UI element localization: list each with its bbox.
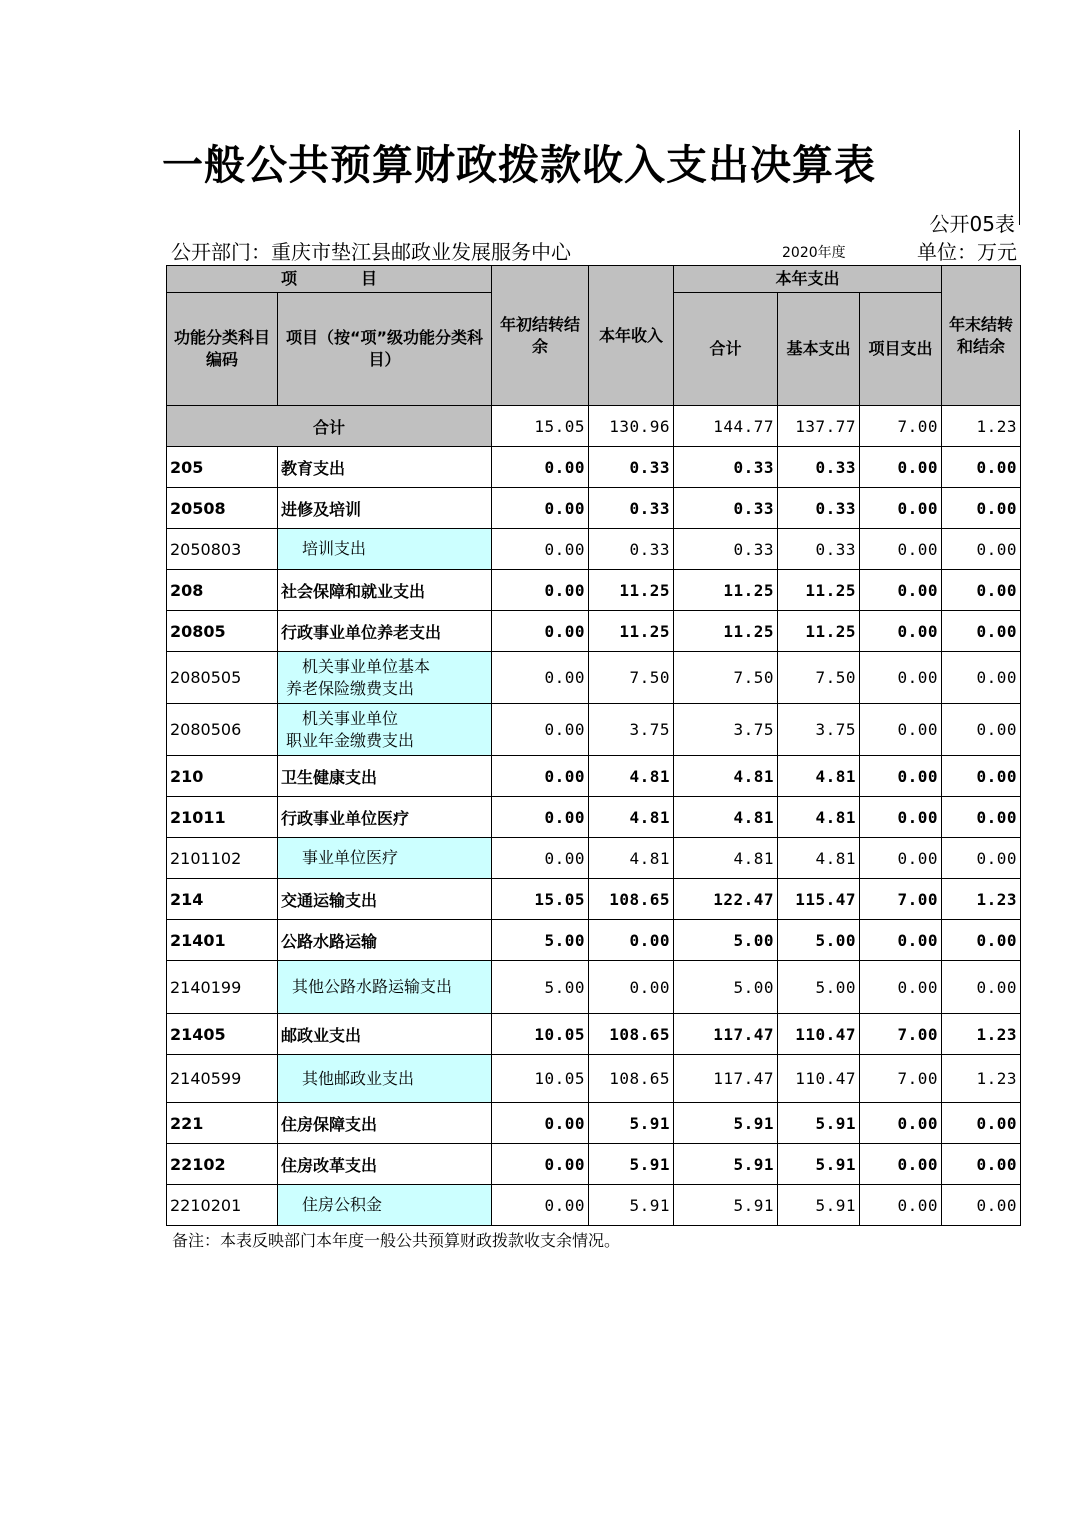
table-row: [167, 1144, 1021, 1185]
cell-value: 0.00: [942, 652, 1021, 704]
cell-value: 0.00: [942, 1185, 1021, 1226]
footnote: 备注：本表反映部门本年度一般公共预算财政拨款收支余情况。: [172, 1231, 621, 1250]
cell-value: 0.00: [860, 611, 942, 652]
cell-value: 5.00: [674, 961, 778, 1014]
table-row: [167, 611, 1021, 652]
cell-value: 0.00: [492, 1144, 589, 1185]
row-code: 208: [167, 570, 278, 611]
row-code: 2101102: [167, 838, 278, 879]
cell-value: 117.47: [674, 1014, 778, 1055]
total-expense: 144.77: [674, 406, 778, 447]
total-begin-balance: 15.05: [492, 406, 589, 447]
cell-value: 0.00: [860, 447, 942, 488]
row-code: 2140199: [167, 961, 278, 1014]
cell-value: 7.50: [674, 652, 778, 704]
row-name: [278, 652, 492, 704]
cell-value: 0.33: [589, 488, 674, 529]
table-row: [167, 570, 1021, 611]
row-name: [278, 1055, 492, 1103]
table-row: [167, 652, 1021, 704]
cell-value: 5.91: [674, 1103, 778, 1144]
row-name-line1: 机关事业单位基本: [302, 656, 431, 676]
cell-value: 11.25: [674, 570, 778, 611]
department-label: 公开部门：重庆市垫江县邮政业发展服务中心: [171, 240, 571, 264]
row-code: 2210201: [167, 1185, 278, 1226]
cell-value: 0.00: [492, 797, 589, 838]
cell-value: 5.00: [492, 920, 589, 961]
cell-value: 110.47: [778, 1055, 860, 1103]
cell-value: 0.00: [492, 756, 589, 797]
cell-value: 108.65: [589, 1014, 674, 1055]
header-end-balance: 年末结转和结余: [942, 266, 1021, 406]
table-row: [167, 704, 1021, 756]
row-name-text: 其他公路水路运输支出: [292, 977, 453, 996]
cell-value: 0.00: [860, 529, 942, 570]
row-name-line1: 机关事业单位: [302, 708, 399, 728]
cell-value: 5.00: [778, 920, 860, 961]
row-code: 210: [167, 756, 278, 797]
row-code: 205: [167, 447, 278, 488]
header-begin-balance: 年初结转结余: [492, 266, 589, 406]
cell-value: 0.00: [492, 570, 589, 611]
table-row: [167, 1103, 1021, 1144]
cell-value: 0.00: [492, 652, 589, 704]
row-name: [278, 961, 492, 1014]
cell-value: 10.05: [492, 1055, 589, 1103]
row-name-line2: 职业年金缴费支出: [286, 730, 415, 750]
header-func-code: 功能分类科目编码: [167, 293, 278, 406]
cell-value: 0.33: [674, 488, 778, 529]
cell-value: 0.00: [942, 797, 1021, 838]
row-name: 行政事业单位养老支出: [278, 611, 492, 652]
row-code: 20508: [167, 488, 278, 529]
cell-value: 4.81: [778, 797, 860, 838]
cell-value: 0.00: [942, 756, 1021, 797]
row-name-text: 培训支出: [302, 539, 367, 558]
cell-value: 0.33: [674, 447, 778, 488]
page-title: 一般公共预算财政拨款收入支出决算表: [162, 141, 876, 189]
cell-value: 0.00: [942, 529, 1021, 570]
cell-value: 15.05: [492, 879, 589, 920]
row-code: 221: [167, 1103, 278, 1144]
cell-value: 0.00: [492, 447, 589, 488]
cell-value: 0.00: [492, 1185, 589, 1226]
cell-value: 108.65: [589, 879, 674, 920]
header-year-expense: 本年支出: [674, 266, 942, 293]
cell-value: 5.91: [778, 1185, 860, 1226]
cell-value: 122.47: [674, 879, 778, 920]
cell-value: 110.47: [778, 1014, 860, 1055]
row-name: 教育支出: [278, 447, 492, 488]
cell-value: 0.33: [674, 529, 778, 570]
cell-value: 5.91: [674, 1144, 778, 1185]
cell-value: 11.25: [589, 611, 674, 652]
cell-value: 0.33: [778, 488, 860, 529]
cell-value: 5.00: [492, 961, 589, 1014]
cell-value: 11.25: [778, 611, 860, 652]
cell-value: 0.00: [860, 652, 942, 704]
row-code: 2140599: [167, 1055, 278, 1103]
cell-value: 115.47: [778, 879, 860, 920]
row-name: [278, 838, 492, 879]
table-row: [167, 529, 1021, 570]
header-basic: 基本支出: [778, 293, 860, 406]
row-code: 214: [167, 879, 278, 920]
cell-value: 5.91: [589, 1103, 674, 1144]
cell-value: 11.25: [589, 570, 674, 611]
header-project-name: 项目（按“项”级功能分类科目）: [278, 293, 492, 406]
total-end-balance: 1.23: [942, 406, 1021, 447]
row-name: 住房保障支出: [278, 1103, 492, 1144]
row-name: 住房改革支出: [278, 1144, 492, 1185]
budget-table: [166, 265, 1021, 1226]
table-row: [167, 1014, 1021, 1055]
info-line: [167, 236, 1017, 264]
cell-value: 4.81: [674, 838, 778, 879]
header-project: 项 目: [167, 266, 492, 293]
cell-value: 7.50: [589, 652, 674, 704]
header-total: 合计: [674, 293, 778, 406]
row-name: 卫生健康支出: [278, 756, 492, 797]
cell-value: 0.00: [942, 920, 1021, 961]
row-name: 社会保障和就业支出: [278, 570, 492, 611]
cell-value: 4.81: [589, 756, 674, 797]
row-code: 2050803: [167, 529, 278, 570]
row-code: 21405: [167, 1014, 278, 1055]
table-row: [167, 797, 1021, 838]
cell-value: 7.00: [860, 1014, 942, 1055]
total-year-income: 130.96: [589, 406, 674, 447]
cell-value: 0.33: [589, 447, 674, 488]
table-row: [167, 920, 1021, 961]
cell-value: 4.81: [778, 838, 860, 879]
cell-value: 11.25: [674, 611, 778, 652]
cell-value: 0.00: [860, 570, 942, 611]
cell-value: 5.00: [674, 920, 778, 961]
cell-value: 3.75: [778, 704, 860, 756]
cell-value: 0.00: [492, 838, 589, 879]
row-name: [278, 1185, 492, 1226]
cell-value: 11.25: [778, 570, 860, 611]
table-row: [167, 756, 1021, 797]
table-row: [167, 961, 1021, 1014]
cell-value: 0.00: [942, 611, 1021, 652]
row-name: 交通运输支出: [278, 879, 492, 920]
row-name: [278, 529, 492, 570]
header-year-income: 本年收入: [589, 266, 674, 406]
row-name: 邮政业支出: [278, 1014, 492, 1055]
cell-value: 0.00: [942, 838, 1021, 879]
row-name-text: 住房公积金: [302, 1195, 383, 1214]
cell-value: 0.00: [492, 611, 589, 652]
cell-value: 5.91: [778, 1144, 860, 1185]
row-code: 2080506: [167, 704, 278, 756]
row-name: 公路水路运输: [278, 920, 492, 961]
cell-value: 0.00: [942, 488, 1021, 529]
cell-value: 0.00: [589, 920, 674, 961]
total-project-exp: 7.00: [860, 406, 942, 447]
cell-value: 0.00: [860, 961, 942, 1014]
cell-value: 7.00: [860, 879, 942, 920]
cell-value: 0.00: [860, 488, 942, 529]
row-name: [278, 704, 492, 756]
cell-value: 5.91: [589, 1144, 674, 1185]
total-row: [167, 406, 1021, 447]
total-basic: 137.77: [778, 406, 860, 447]
table-row: [167, 1185, 1021, 1226]
cell-value: 5.91: [589, 1185, 674, 1226]
cell-value: 0.00: [860, 920, 942, 961]
row-code: 22102: [167, 1144, 278, 1185]
cell-value: 117.47: [674, 1055, 778, 1103]
cell-value: 0.00: [942, 1103, 1021, 1144]
cell-value: 4.81: [589, 797, 674, 838]
cell-value: 1.23: [942, 879, 1021, 920]
table-row: [167, 1055, 1021, 1103]
cell-value: 4.81: [674, 797, 778, 838]
unit-label: 单位：万元: [917, 240, 1017, 264]
cell-value: 5.00: [778, 961, 860, 1014]
row-name: 进修及培训: [278, 488, 492, 529]
cell-value: 0.00: [860, 1144, 942, 1185]
form-number: 公开05表: [929, 212, 1015, 236]
header-project-exp: 项目支出: [860, 293, 942, 406]
cell-value: 5.91: [778, 1103, 860, 1144]
cell-value: 0.00: [589, 961, 674, 1014]
table-row: [167, 838, 1021, 879]
cell-value: 0.33: [589, 529, 674, 570]
cell-value: 0.00: [860, 797, 942, 838]
cell-value: 0.33: [778, 529, 860, 570]
row-name-text: 其他邮政业支出: [302, 1068, 415, 1088]
cell-value: 0.00: [860, 838, 942, 879]
cell-value: 0.00: [942, 1144, 1021, 1185]
table-row: [167, 488, 1021, 529]
row-code: 21011: [167, 797, 278, 838]
cell-value: 0.00: [942, 704, 1021, 756]
cell-value: 3.75: [674, 704, 778, 756]
cell-value: 0.00: [860, 1185, 942, 1226]
cell-value: 10.05: [492, 1014, 589, 1055]
cell-value: 5.91: [674, 1185, 778, 1226]
cell-value: 0.00: [860, 704, 942, 756]
row-code: 2080505: [167, 652, 278, 704]
cell-value: 7.50: [778, 652, 860, 704]
cell-value: 4.81: [589, 838, 674, 879]
cell-value: 0.00: [942, 961, 1021, 1014]
cell-value: 1.23: [942, 1055, 1021, 1103]
cell-value: 1.23: [942, 1014, 1021, 1055]
row-name-line2: 养老保险缴费支出: [286, 678, 415, 698]
row-code: 21401: [167, 920, 278, 961]
cell-value: 0.00: [492, 704, 589, 756]
row-name-text: 事业单位医疗: [302, 848, 399, 867]
cell-value: 0.00: [492, 488, 589, 529]
cell-value: 0.00: [492, 1103, 589, 1144]
row-name: 行政事业单位医疗: [278, 797, 492, 838]
cell-value: 0.00: [860, 1103, 942, 1144]
cell-value: 0.00: [942, 570, 1021, 611]
table-row: [167, 879, 1021, 920]
cell-value: 4.81: [674, 756, 778, 797]
table-row: [167, 447, 1021, 488]
cell-value: 0.00: [942, 447, 1021, 488]
total-label: 合计: [167, 406, 492, 447]
cell-value: 0.00: [492, 529, 589, 570]
fiscal-year: 2020年度: [782, 245, 846, 261]
cell-value: 108.65: [589, 1055, 674, 1103]
cell-value: 7.00: [860, 1055, 942, 1103]
cell-value: 0.33: [778, 447, 860, 488]
cell-value: 3.75: [589, 704, 674, 756]
cell-value: 0.00: [860, 756, 942, 797]
row-code: 20805: [167, 611, 278, 652]
cell-value: 4.81: [778, 756, 860, 797]
